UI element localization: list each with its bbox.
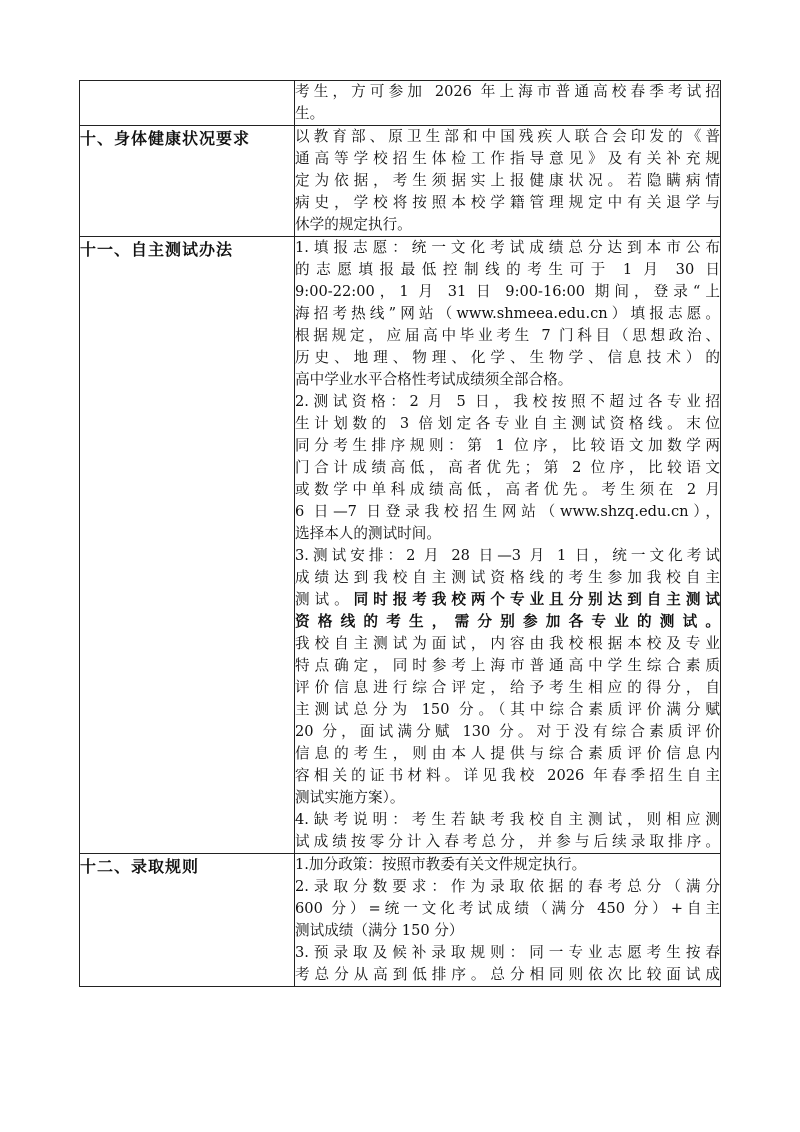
text-line: 成绩达到我校自主测试资格线的考生参加我校自主 (295, 569, 720, 586)
text-line: 生。 (295, 105, 325, 122)
row-label-admission: 十二、录取规则 (80, 854, 295, 987)
table-row-admission (80, 854, 721, 987)
text-line: 根据规定，应届高中毕业考生 7 门科目（思想政治、 (295, 327, 720, 344)
text-line: 1.加分政策：按照市教委有关文件规定执行。 (295, 856, 587, 873)
text-line: 1.填报志愿：统一文化考试成绩总分达到本市公布 (295, 239, 720, 256)
text-line: 20 分，面试满分赋 130 分。对于没有综合素质评价 (295, 723, 720, 740)
text-line: 高中学业水平合格性考试成绩须全部合格。 (295, 371, 573, 388)
text-line: 测试成绩（满分 150 分） (295, 922, 464, 939)
text-line: 试成绩按零分计入春考总分，并参与后续录取排序。 (295, 833, 720, 850)
text-line: 休学的规定执行。 (295, 216, 412, 233)
row-label-self-test: 十一、自主测试办法 (80, 237, 295, 854)
text-line: 特点确定，同时参考上海市普通高中学生综合素质 (295, 657, 720, 674)
bold-emphasis-text: 资格线的考生，需分别参加各专业的测试。 (295, 613, 720, 630)
text-line: 600 分）=统一文化考试成绩（满分 450 分）+自主 (295, 900, 720, 917)
text-line: 我校自主测试为面试，内容由我校根据本校及专业 (295, 635, 720, 652)
text-line: 历史、地理、物理、化学、生物学、信息技术）的 (295, 349, 720, 366)
text-line: 2.测试资格：2 月 5 日，我校按照不超过各专业招 (295, 393, 720, 410)
text-line: 4.缺考说明：考生若缺考我校自主测试，则相应测 (295, 811, 720, 828)
admission-rules-table (79, 80, 721, 987)
text-line: 信息的考生，则由本人提供与综合素质评价信息内 (295, 745, 720, 762)
text-line: 测试。同时报考我校两个专业且分别达到自主测试 (295, 591, 720, 608)
text-line (295, 611, 720, 633)
text-line: 考生，方可参加 2026 年上海市普通高校春季考试招 (295, 83, 720, 100)
table-row-continuation (80, 81, 721, 126)
text-line: 考总分从高到低排序。总分相同则依次比较面试成 (295, 966, 720, 983)
text-line: 评价信息进行综合评定，给予考生相应的得分，自 (295, 679, 720, 696)
row-content-admission (295, 854, 721, 987)
text-line: 或数学中单科成绩高低，高者优先。考生须在 2 月 (295, 481, 720, 498)
text-line: 9:00-22:00，1 月 31 日 9:00-16:00 期间，登录“上 (295, 283, 720, 300)
row-content-continuation (295, 81, 721, 126)
text-line: 的志愿填报最低控制线的考生可于 1 月 30 日 (295, 261, 720, 278)
text-line: 3.测试安排：2 月 28 日—3 月 1 日，统一文化考试 (295, 547, 720, 564)
table-row-health (80, 126, 721, 237)
text-line: 生计划数的 3 倍划定各专业自主测试资格线。末位 (295, 415, 720, 432)
bold-emphasis-text: 同时报考我校两个专业且分别达到自主测试 (353, 591, 720, 608)
text-line: 6 日—7 日登录我校招生网站（www.shzq.edu.cn）， (295, 503, 720, 520)
text-line: 2.录取分数要求：作为录取依据的春考总分（满分 (295, 878, 720, 895)
text-line: 测试实施方案）。 (295, 789, 405, 806)
row-content-self-test (295, 237, 721, 854)
row-label-empty (80, 81, 295, 126)
text-line: 主测试总分为 150 分。（其中综合素质评价满分赋 (295, 701, 720, 718)
text-line: 海招考热线”网站（www.shmeea.edu.cn）填报志愿。 (295, 305, 720, 322)
text-line: 选择本人的测试时间。 (295, 525, 441, 542)
row-content-health (295, 126, 721, 237)
table-row-self-test (80, 237, 721, 854)
text-line: 门合计成绩高低，高者优先；第 2 位序，比较语文 (295, 459, 720, 476)
text-line: 病史，学校将按照本校学籍管理规定中有关退学与 (295, 194, 720, 211)
text-line: 同分考生排序规则：第 1 位序，比较语文加数学两 (295, 437, 720, 454)
text-line: 以教育部、原卫生部和中国残疾人联合会印发的《普 (295, 128, 720, 145)
text-line: 3.预录取及候补录取规则：同一专业志愿考生按春 (295, 944, 720, 961)
text-line: 容相关的证书材料。详见我校 2026 年春季招生自主 (295, 767, 720, 784)
text-line: 通高等学校招生体检工作指导意见》及有关补充规 (295, 150, 720, 167)
row-label-health: 十、身体健康状况要求 (80, 126, 295, 237)
text-line: 定为依据，考生须据实上报健康状况。若隐瞒病情 (295, 172, 720, 189)
